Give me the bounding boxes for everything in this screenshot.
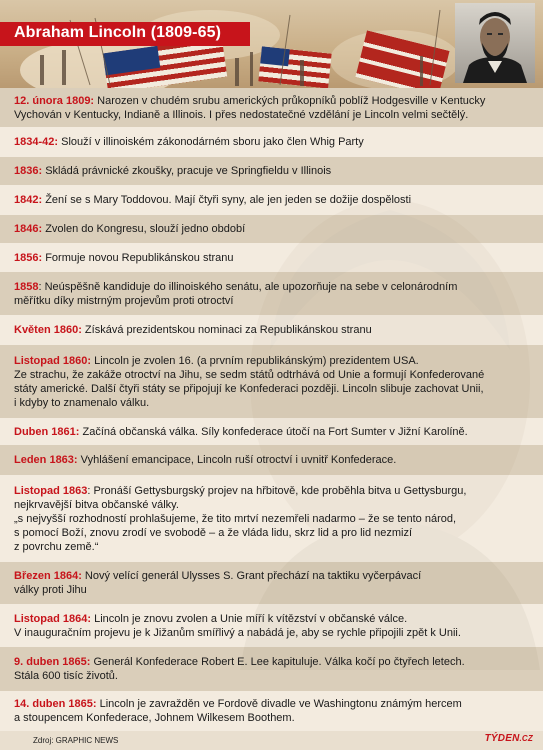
timeline-entry — [0, 157, 543, 185]
timeline-entry — [0, 272, 543, 315]
timeline-description-line: z povrchu země.“ — [14, 540, 99, 553]
timeline-description-line: i kdyby to znamenalo válku. — [14, 396, 150, 409]
timeline-date: Listopad 1863 — [14, 484, 88, 497]
timeline-entry — [0, 315, 543, 345]
timeline-description: Nový velící generál Ulysses S. Grant přechází na taktiku vyčerpávací — [81, 570, 422, 582]
timeline-date: 1834-42: — [14, 136, 59, 148]
lincoln-portrait — [455, 3, 535, 83]
timeline-description: : Neúspěšně kandiduje do illinoiského senátu, ale upozorňuje na sebe v celonárodním — [38, 280, 458, 293]
timeline-entry-text — [14, 251, 234, 265]
source-credit: Zdroj: GRAPHIC NEWS — [33, 736, 119, 745]
timeline-description: Formuje novou Republikánskou stranu — [42, 251, 234, 264]
timeline-entry-text — [14, 135, 364, 149]
timeline-entry — [0, 691, 543, 731]
timeline-entry — [0, 345, 543, 418]
timeline-description: Začíná občanská válka. Síly konfederace útočí na Fort Sumter v Jižní Karolíně. — [79, 425, 468, 438]
timeline-entry — [0, 475, 543, 562]
timeline-description-line: války proti Jihu — [14, 584, 87, 596]
timeline-description-line: Ze strachu, že zakáže otroctví na Jihu, se sedm států odtrhává od Unie a formují Konfederované — [14, 368, 485, 381]
timeline-entry — [0, 88, 543, 127]
timeline-description: Získává prezidentskou nominaci za Republikánskou stranu — [81, 324, 372, 336]
timeline-entry-text — [14, 222, 245, 236]
timeline-entry-text — [14, 193, 411, 207]
timeline-entry-text — [14, 612, 461, 640]
timeline-entry-text — [14, 94, 485, 122]
page-title: Abraham Lincoln (1809-65) — [14, 24, 221, 41]
timeline-date: 1846: — [14, 223, 43, 235]
timeline-description-line: „s nejvyšší rozhodností prohlašujeme, že tito mrtví nezemřeli nadarmo – že se tento národ, — [14, 512, 457, 525]
timeline-date: Listopad 1860: — [14, 354, 92, 367]
timeline-entry — [0, 185, 543, 215]
timeline-description: Vyhlášení emancipace, Lincoln ruší otroctví i uvnitř Konfederace. — [77, 454, 397, 466]
timeline-entry — [0, 215, 543, 243]
timeline-description-line: V inauguračním projevu je k Jižanům smířlivý a nabádá je, aby se rychle připojili zpět k Unii. — [14, 626, 461, 639]
timeline-description: : Pronáší Gettysburgský projev na hřbitově, kde proběhla bitva u Gettysburgu, — [87, 484, 467, 497]
timeline-description-line: s pomocí Boží, znovu zrodí ve svobodě – a že vláda lidu, skrz lid a pro lid nezmizí — [14, 526, 413, 539]
timeline-entry — [0, 243, 543, 272]
timeline-entry-text — [14, 354, 484, 410]
timeline-entry — [0, 445, 543, 475]
timeline-description-line: nejkrvavější bitva občanské války. — [14, 498, 179, 511]
timeline-entry-text — [14, 323, 372, 337]
timeline-entry-text — [14, 484, 466, 554]
timeline-description-line: a stoupencem Konfederace, Johnem Wilkesem Boothem. — [14, 712, 295, 724]
timeline-date: Duben 1861: — [14, 425, 80, 438]
timeline-description: Narozen v chudém srubu amerických průkopníků poblíž Hodgesville v Kentucky — [94, 94, 486, 107]
timeline-date: 14. duben 1865: — [14, 698, 97, 710]
timeline-description: Skládá právnické zkoušky, pracuje ve Springfieldu v Illinois — [42, 165, 332, 177]
timeline-entry-text — [14, 280, 457, 308]
timeline-entry-text — [14, 164, 331, 178]
timeline-description: Generál Konfederace Robert E. Lee kapituluje. Válka kočí po čtyřech letech. — [90, 656, 465, 668]
timeline-description: Slouží v illinoiském zákonodárném sboru jako člen Whig Party — [58, 136, 364, 148]
timeline-description: Lincoln je znovu zvolen a Unie míří k vítězství v občanské válce. — [91, 612, 408, 625]
timeline-date: 1858 — [14, 280, 39, 293]
timeline-entry — [0, 647, 543, 691]
timeline-date: Listopad 1864: — [14, 612, 92, 625]
timeline-date: 1836: — [14, 165, 43, 177]
timeline-description: Lincoln je zvolen 16. (a prvním republikánským) prezidentem USA. — [91, 354, 419, 367]
timeline-description-line: Stála 600 tisíc životů. — [14, 670, 118, 682]
timeline-entry — [0, 604, 543, 647]
timeline-date: 9. duben 1865: — [14, 656, 91, 668]
timeline-description-line: měřítku díky mistrným projevům proti otroctví — [14, 294, 234, 307]
timeline-description: Žení se s Mary Toddovou. Mají čtyři syny, ale jen jeden se dožije dospělosti — [42, 194, 412, 206]
timeline-date: Leden 1863: — [14, 454, 78, 466]
timeline-date: Květen 1860: — [14, 324, 82, 336]
timeline-date: 12. února 1809: — [14, 94, 95, 107]
header-banner — [0, 0, 543, 88]
timeline-date: Březen 1864: — [14, 570, 82, 582]
timeline-description-line: Vychován v Kentucky, Indianě a Illinois. I přes nedostatečné vzdělání je Lincoln velmi sečtělý. — [14, 108, 469, 121]
timeline-date: 1842: — [14, 194, 43, 206]
logo-tld: .CZ — [519, 734, 533, 743]
tyden-logo — [485, 733, 533, 744]
timeline-entry-text — [14, 453, 396, 467]
timeline-entry-text — [14, 697, 462, 725]
timeline-entry-text — [14, 655, 465, 683]
title-banner — [0, 22, 250, 46]
timeline-description: Lincoln je zavražděn ve Fordově divadle ve Washingtonu známým hercem — [96, 698, 462, 710]
timeline-description-line: státy americké. Další čtyři státy se připojují ke Konfederaci později. Lincoln slibuje zachovat Unii, — [14, 382, 484, 395]
logo-text: TÝDEN — [484, 733, 520, 744]
timeline-entry-text — [14, 569, 421, 597]
timeline-date: 1856: — [14, 251, 43, 264]
timeline-entry-text — [14, 425, 468, 439]
timeline-entry — [0, 418, 543, 445]
timeline-description: Zvolen do Kongresu, slouží jedno období — [42, 223, 246, 235]
timeline-entry — [0, 562, 543, 604]
timeline-entry — [0, 127, 543, 157]
